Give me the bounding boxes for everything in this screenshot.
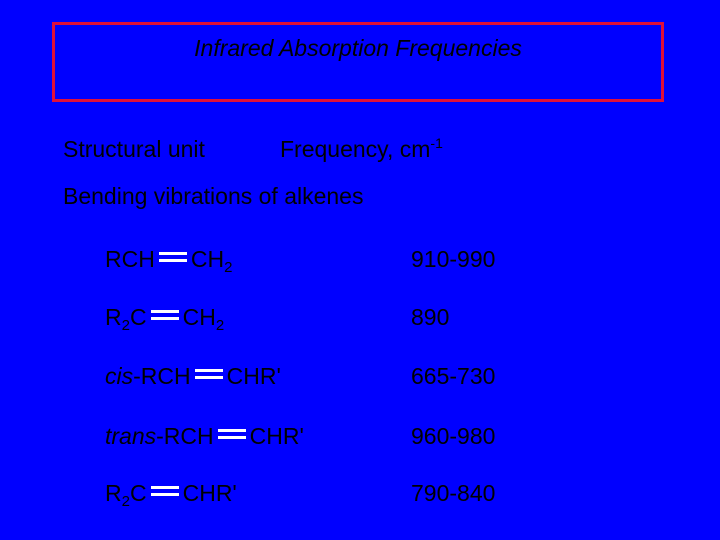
formula-left-subscript: 2 (121, 493, 130, 510)
slide-title: Infrared Absorption Frequencies (194, 35, 522, 61)
formula-row-1 (105, 246, 232, 276)
formula-row-4 (105, 423, 304, 450)
double-bond-icon (195, 369, 223, 379)
formula-left: R (105, 304, 122, 330)
formula-right: CHR' (182, 480, 237, 506)
formula-prefix: cis (105, 363, 134, 389)
header-frequency (280, 136, 443, 163)
formula-right-subscript: 2 (224, 259, 233, 276)
formula-right: CH (182, 304, 216, 330)
frequency-value-5: 790-840 (411, 480, 496, 506)
title-box (52, 22, 664, 102)
formula-right-subscript: 2 (215, 317, 225, 334)
formula-prefix: trans (105, 423, 157, 449)
formula-left: R (105, 480, 122, 506)
formula-right: CH (190, 246, 225, 272)
double-bond-icon (159, 252, 187, 262)
frequency-value-4: 960-980 (411, 423, 496, 449)
header-frequency-exponent: -1 (430, 135, 443, 151)
formula-right: CHR' (226, 363, 281, 389)
frequency-value-1: 910-990 (411, 246, 496, 272)
frequency-value-3: 665-730 (411, 363, 496, 389)
formula-left-after: C (129, 480, 147, 506)
double-bond-icon (151, 486, 179, 496)
header-structural-unit: Structural unit (63, 136, 205, 162)
formula-left-subscript: 2 (121, 317, 130, 334)
formula-row-5 (105, 480, 237, 510)
formula-left-after: C (129, 304, 147, 330)
double-bond-icon (151, 310, 179, 320)
formula-left: RCH (105, 246, 155, 272)
header-frequency-text: Frequency, cm (280, 136, 431, 162)
formula-left: -RCH (156, 423, 214, 449)
section-heading: Bending vibrations of alkenes (63, 183, 364, 209)
double-bond-icon (218, 429, 246, 439)
frequency-value-2: 890 (411, 304, 450, 330)
formula-row-2 (105, 304, 224, 334)
formula-right: CHR' (249, 423, 304, 449)
formula-row-3 (105, 363, 281, 390)
formula-left: -RCH (133, 363, 191, 389)
